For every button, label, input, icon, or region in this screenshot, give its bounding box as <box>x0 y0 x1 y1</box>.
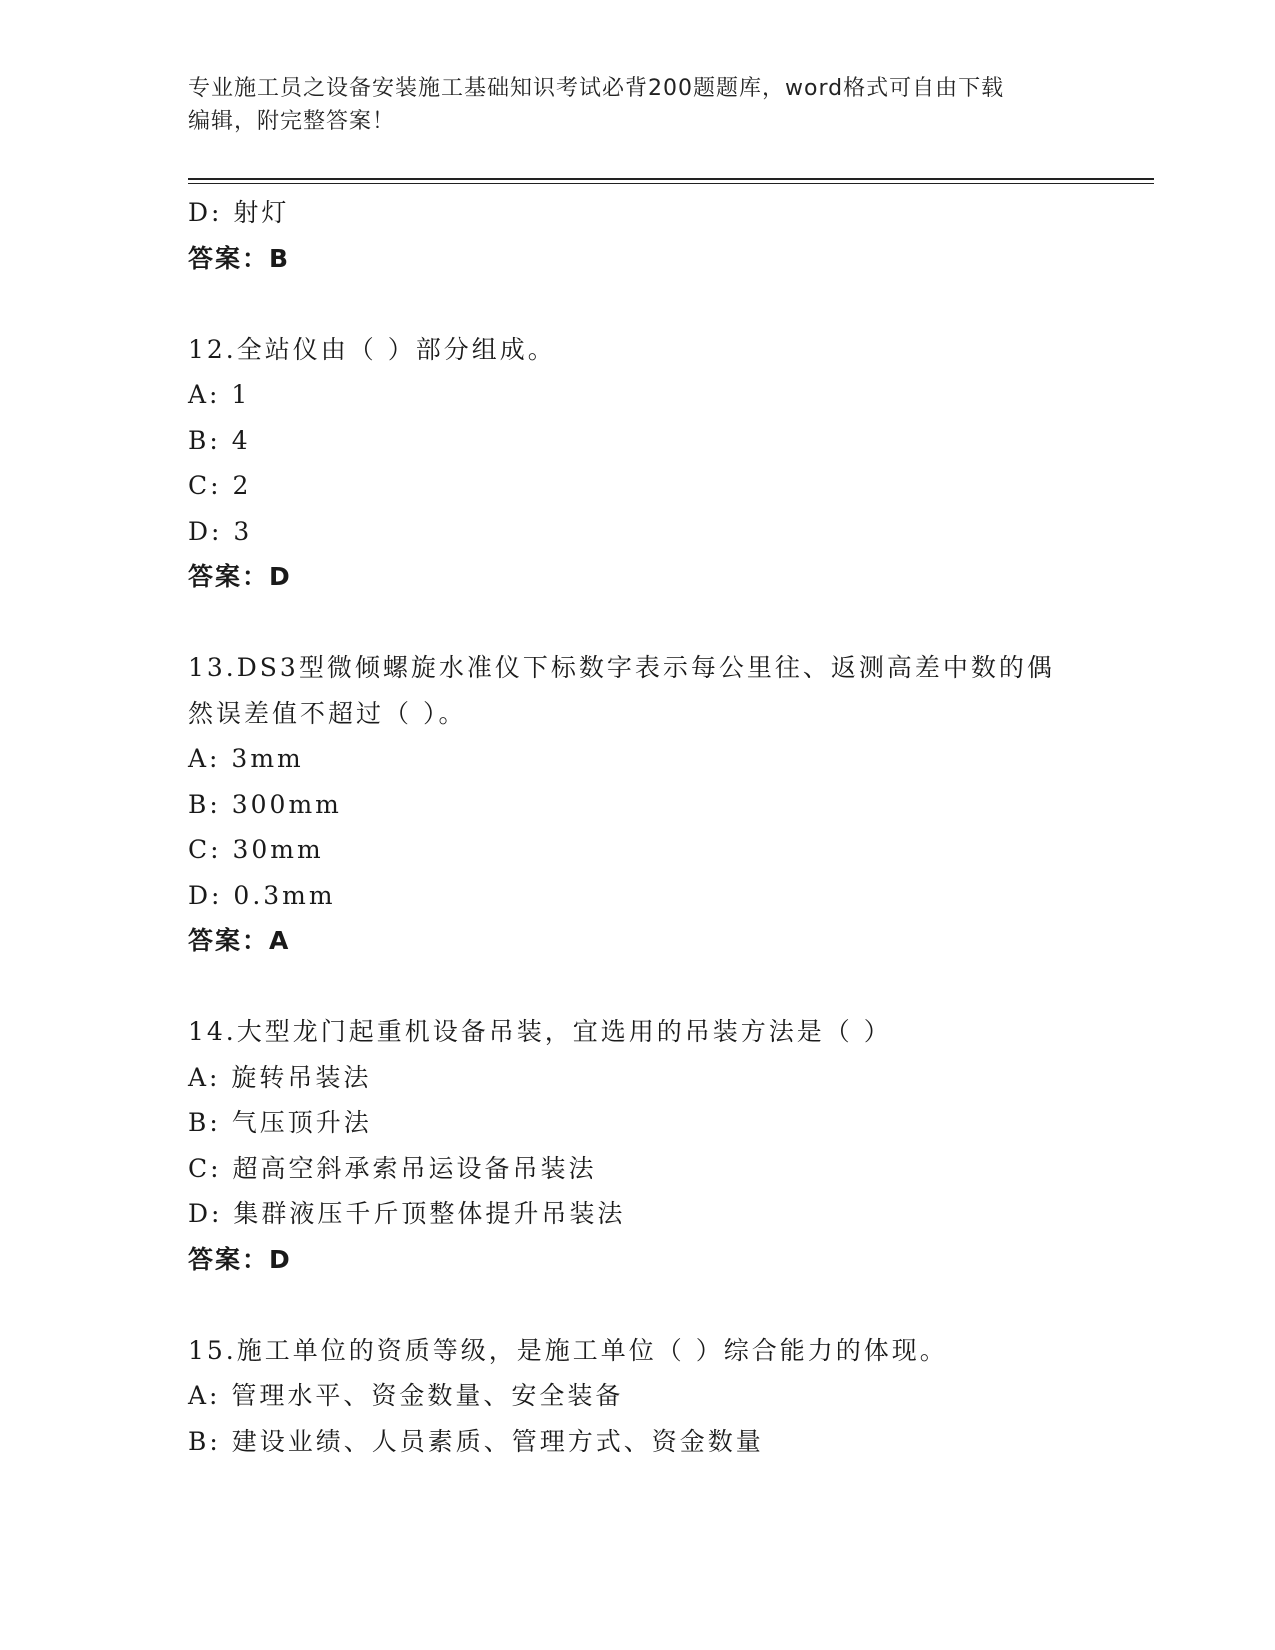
question-stem: 13.DS3型微倾螺旋水准仪下标数字表示每公里往、返测高差中数的偶 <box>188 653 1055 682</box>
option-c: C: 超高空斜承索吊运设备吊装法 <box>188 1153 597 1183</box>
option-b: B: 300mm <box>188 789 342 819</box>
spacer <box>188 281 1088 327</box>
option-c: C: 30mm <box>188 835 324 864</box>
option-c: C: 2 <box>188 471 252 500</box>
prev-option-d: D: 射灯 <box>188 198 290 227</box>
question-stem: 12.全站仪由（ ）部分组成。 <box>188 334 556 364</box>
spacer <box>188 600 1088 646</box>
question-15 <box>188 1328 1088 1465</box>
option-b: B: 4 <box>188 425 251 455</box>
answer: 答案：D <box>188 1244 292 1274</box>
option-d: D: 0.3mm <box>188 880 336 910</box>
option-b: B: 建设业绩、人员素质、管理方式、资金数量 <box>188 1426 764 1456</box>
option-b: B: 气压顶升法 <box>188 1108 372 1137</box>
option-a: A: 管理水平、资金数量、安全装备 <box>188 1381 624 1410</box>
prev-answer: 答案：B <box>188 243 291 273</box>
option-a: A: 3mm <box>188 744 304 773</box>
answer: 答案：A <box>188 926 291 955</box>
question-14 <box>188 1009 1088 1282</box>
header-divider <box>188 178 1154 180</box>
header-title-line-1: 专业施工员之设备安装施工基础知识考试必背200题题库，word格式可自由下载 <box>188 76 1005 101</box>
option-a: A: 旋转吊装法 <box>188 1062 372 1092</box>
question-stem-continued: 然误差值不超过（ ）。 <box>188 698 467 728</box>
question-content <box>188 190 1088 1464</box>
question-stem: 14.大型龙门起重机设备吊装，宜选用的吊装方法是（ ） <box>188 1017 892 1046</box>
document-header <box>188 72 1088 138</box>
question-12 <box>188 327 1088 600</box>
option-d: D: 3 <box>188 516 253 546</box>
spacer <box>188 1282 1088 1328</box>
header-divider-thin <box>188 183 1154 184</box>
question-13 <box>188 645 1088 964</box>
question-stem: 15.施工单位的资质等级，是施工单位（ ）综合能力的体现。 <box>188 1335 948 1365</box>
option-d: D: 集群液压千斤顶整体提升吊装法 <box>188 1199 626 1228</box>
header-title-line-2: 编辑，附完整答案！ <box>188 109 396 134</box>
answer: 答案：D <box>188 562 292 591</box>
option-a: A: 1 <box>188 380 251 409</box>
spacer <box>188 964 1088 1010</box>
